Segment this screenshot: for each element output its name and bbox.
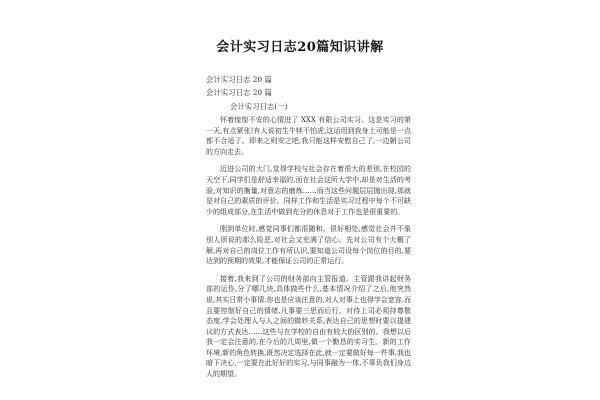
section-subtitle: 会计实习日志(一): [230, 102, 288, 111]
document-title: 会计实习日志20篇知识讲解: [216, 40, 384, 55]
paragraph: 接着,我来到了公司的财务部向主管报道。主管跟我讲起财务部的运作,分了哪几块,具体做些什么,基本情况介绍了之后,他突然说,其实日常小事情,你也是应该注意的,对人对事上也得学会宽容,而且要控制好自己的情绪,凡事要三思而后行。对待上司必须持尊敬态度,学会处理人与人之间的微妙关系,表达自己的思想时要以提建议的方式表达……这些与在学校的自由有较大的区别的。我想以后我一定会注意的,在今后的几周里,做一个勤恳的实习生。新的工作环境,新的角色转换,既然决定选择在此,就一定要做好每一件事,我也暗下决心,一定要在此好好的实习,与同事融为一体,不辜负我们身边人的期望。: [206, 274, 411, 379]
paragraph: 迈进公司的大门,觉得学校与社会存在着很大的差别,在校园的天空下,同学们是舒适幸福的,而在社会这所大学中,却是对生活的考验,对知识的衡量,对意志的磨炼……而当这些问题层层抛出现,那就是对自己的素质的评价。同样工作和生活是实习过程中每个不可缺少的组成部分,在生活中做到充分的休息对于工作也是很重要的。: [206, 165, 411, 216]
paragraph: 刚到单位时,感觉同事们都很随和、很好相处,感觉社会并不象别人所说的那么险恶,对社会又充满了信心。先对公司有个大概了解,再对自己的岗位工作有所认识,要知道公司设每个岗位的目的,要达到的预期的效果,才能保证公司的正常运行。: [206, 225, 411, 266]
paragraph: 怀着惶惶不安的心情进了 XXX 有限公司实习。这是实习的第一天,有点紧张!有人说初生牛犊不怕虎,这话用到我身上可能是一点都不合适了。即来之则安之吧,我只能这样安慰自己了,一边朝公司的方向走去。: [206, 116, 411, 156]
body-text: [206, 115, 411, 387]
meta-line-2: 会计实习日志 20 篇: [206, 88, 272, 97]
meta-line-1: 会计实习日志 20 篇: [206, 75, 272, 84]
